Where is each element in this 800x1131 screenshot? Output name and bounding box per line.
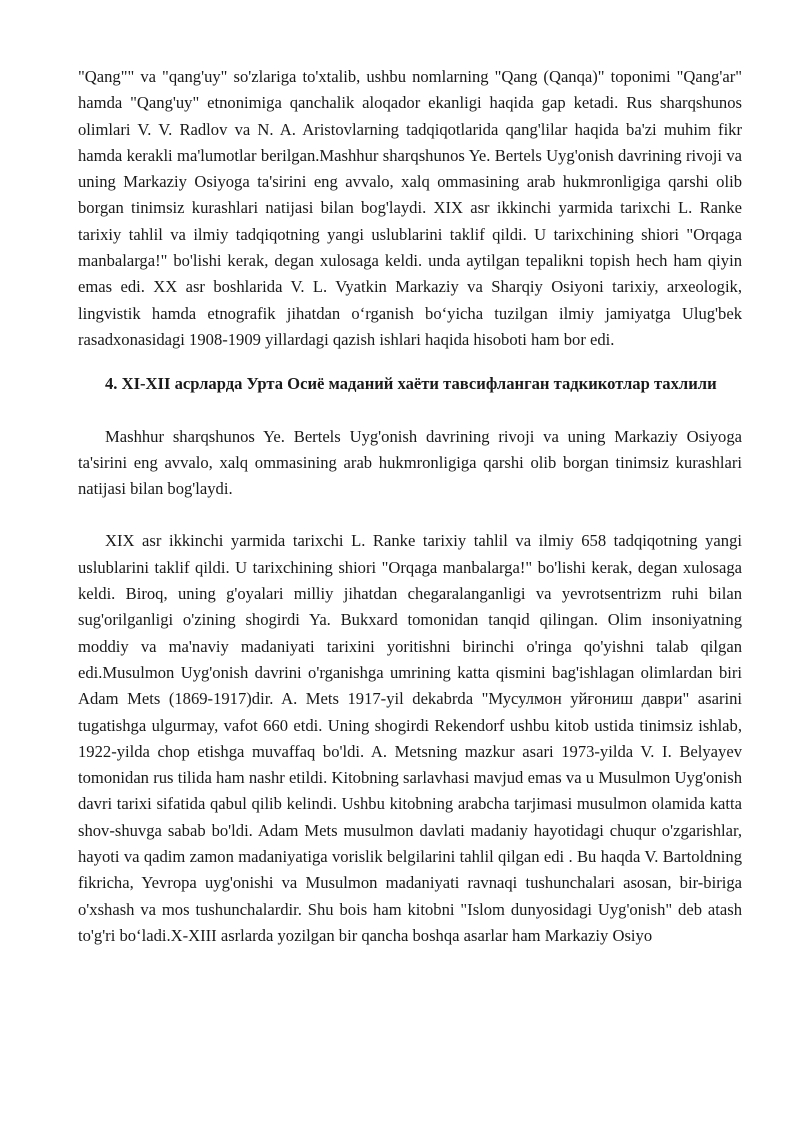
paragraph-bertels: Mashhur sharqshunos Ye. Bertels Uyg'onish davrining rivoji va uning Markaziy Osiyoga ta'sirini eng avvalo, xalq ommasining arab hukmronligiga qarshi olib borgan tinimsiz kurashlari natijasi bilan bog'laydi. <box>78 426 742 499</box>
paragraph-continued: "Qang"" va "qang'uy" so'zlariga to'xtalib, ushbu nomlarning "Qang (Qanqa)" toponimi "Qang'ar" hamda "Qang'uy" etnonimiga qanchalik aloqador ekanligi haqida gap ketadi. Rus sharqshunos olimlari V. V. Radlov va N. A. Aristovlarning tadqiqotlarida qang'lilar haqida ba'zi muhim fikr hamda kerakli ma'lumotlar berilgan.Mashhur sharqshunos Ye. Bertels Uyg'onish davrining rivoji va uning Markaziy Osiyoga ta'sirini eng avvalo, xalq ommasining arab hukmronligiga qarshi olib borgan tinimsiz kurashlari natijasi bilan bog'laydi. XIX asr ikkinchi yarmida tarixchi L. Ranke tarixiy tahlil va ilmiy tadqiqotning yangi uslublarini taklif qildi. U tarixchining shiori "Orqaga manbalarga!" bo'lishi kerak, degan xulosaga keldi. unda aytilgan tepalikni topish hech ham qiyin emas edi. XX asr boshlarida V. L. Vyatkin Markaziy va Sharqiy Osiyoni tarixiy, arxeologik, lingvistik hamda etnografik jihatdan o‘rganish bo‘yicha tuzilgan ilmiy jamiyatga Ulug'bek rasadxonasidagi 1908-1909 yillardagi qazish ishlari haqida hisoboti ham bor edi. <box>78 67 742 349</box>
section-heading: 4. XI-XII асрларда Урта Осиё маданий хаёти тавсифланган тадкикотлар тахлили <box>105 374 717 394</box>
document-page <box>78 64 742 949</box>
paragraph-ranke-mets: XIX asr ikkinchi yarmida tarixchi L. Ranke tarixiy tahlil va ilmiy 658 tadqiqotning yangi uslublarini taklif qildi. U tarixchining shiori "Orqaga manbalarga!" bo'lishi kerak, degan xulosaga keldi. Biroq, uning g'oyalari milliy jihatdan chegaralanganligi va yevrotsentrizm ruhi bilan sug'orilganligi o'zining shogirdi Ya. Bukxard tomonidan tanqid qilingan. Olim insoniyatning moddiy va ma'naviy madaniyati tarixini yoritishni birinchi o'ringa qo'yishni talab qilgan edi.Musulmon Uyg'onish davrini o'rganishga umrining katta qismini bag'ishlagan olimlardan biri Adam Mets (1869-1917)dir. A. Mets 1917-yil dekabrda "Мусулмон уйғониш даври" asarini tugatishga ulgurmay, vafot 660 etdi. Uning shogirdi Rekendorf ushbu kitob ustida tinimsiz ishlab, 1922-yilda chop etishga muvaffaq bo'ldi. A. Metsning mazkur asari 1973-yilda V. I. Belyayev tomonidan rus tilida ham nashr etildi. Kitobning sarlavhasi mavjud emas va u Musulmon Uyg'onish davri tarixi sifatida qabul qilib kelindi. Ushbu kitobning arabcha tarjimasi musulmon olamida katta shov-shuvga sabab bo'ldi. Adam Mets musulmon davlati madaniy hayotidagi chuqur o'zgarishlar, hayoti va qadim zamon madaniyatiga vorislik belgilarini tahlil qilgan edi . Bu haqda V. Bartoldning fikricha, Yevropa uyg'onishi va Musulmon madaniyati ravnaqi tushunchalari asosan, bir-biriga o'xshash va mos tushunchalardir. Shu bois ham kitobni "Islom dunyosidagi Uyg'onish" deb atash to'g'ri bo‘ladi.X-XIII asrlarda yozilgan bir qancha boshqa asarlar ham Markaziy Osiyo <box>78 531 742 945</box>
